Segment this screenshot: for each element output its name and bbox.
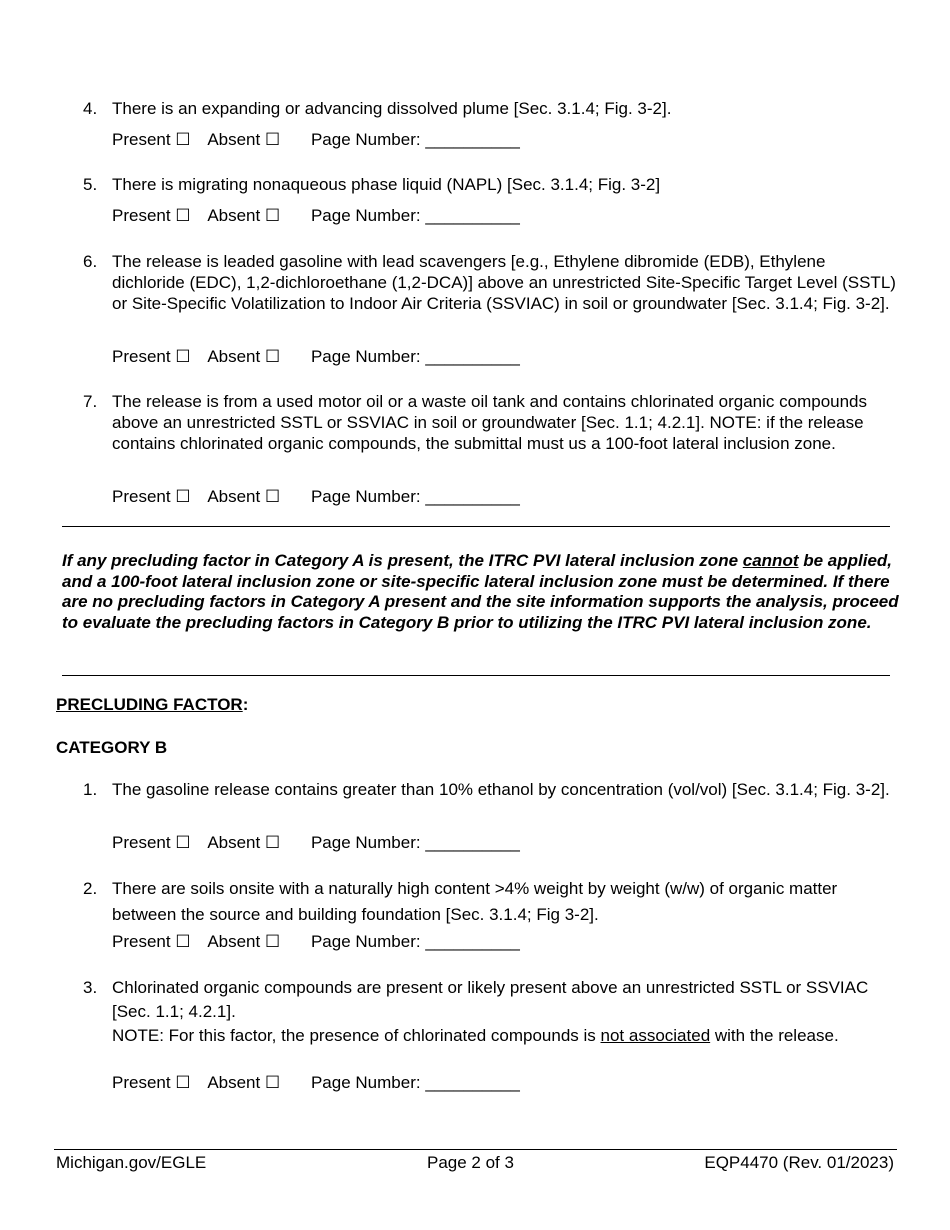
present-absent-row [112, 205, 520, 226]
item-note [112, 1024, 873, 1048]
category-b-heading: CATEGORY B [56, 738, 168, 757]
footer-divider [54, 1149, 897, 1150]
item-number: 2. [83, 879, 98, 898]
precluding-factor-title: PRECLUDING FACTOR [56, 695, 243, 714]
item-number: 4. [83, 99, 98, 118]
notice-underlined: cannot [742, 551, 799, 570]
present-absent-row [112, 129, 520, 150]
notice-text-2: be applied, and a 100-foot lateral inclusion zone or site-specific lateral inclusion zone must be determined. If there are no precluding factors in Category A present and the site information supports the analysis, proceed to evaluate the precluding factors in Category B prior to utilizing the ITRC PVI lateral inclusion zone. [62, 551, 899, 632]
absent-label: Absent [207, 130, 261, 149]
present-absent-row [112, 1072, 520, 1093]
present-absent-row [112, 486, 520, 507]
page-number-label: Page Number: [310, 130, 421, 149]
absent-label: Absent [207, 833, 261, 852]
item-number: 5. [83, 175, 98, 194]
present-label: Present [112, 1073, 171, 1092]
absent-checkbox[interactable]: ☐ [264, 833, 281, 852]
separator-line [62, 675, 890, 676]
note-suffix: with the release. [710, 1026, 839, 1045]
item-text: Chlorinated organic compounds are present or likely present above an unrestricted SSTL or SSVIAC [Sec. 1.1; 4.2.1]. [112, 978, 869, 1021]
absent-checkbox[interactable]: ☐ [264, 487, 281, 506]
item-text: The gasoline release contains greater than 10% ethanol by concentration (vol/vol) [Sec. 3.1.4; Fig. 3-2]. [112, 780, 890, 799]
absent-label: Absent [207, 932, 261, 951]
page-number-field[interactable]: __________ [425, 932, 520, 951]
note-underlined: not associated [600, 1026, 711, 1045]
absent-label: Absent [207, 347, 261, 366]
present-checkbox[interactable]: ☐ [175, 130, 191, 149]
page-number-label: Page Number: [310, 206, 421, 225]
precluding-factor-heading [56, 694, 248, 715]
note-prefix: NOTE: For this factor, the presence of chlorinated compounds is [112, 1026, 601, 1045]
absent-checkbox[interactable]: ☐ [264, 1073, 281, 1092]
category-b-item-2 [83, 876, 873, 928]
page-number-label: Page Number: [310, 833, 421, 852]
page-number-label: Page Number: [310, 1073, 421, 1092]
absent-label: Absent [207, 487, 261, 506]
category-a-item-5 [83, 174, 898, 195]
category-a-item-7 [83, 391, 873, 454]
category-a-notice [62, 551, 902, 633]
present-label: Present [112, 932, 171, 951]
present-label: Present [112, 347, 171, 366]
item-text: The release is leaded gasoline with lead scavengers [e.g., Ethylene dibromide (EDB), Ethylene dichloride (EDC), 1,2-dichloroethane (1,2-DCA)] above an unrestricted Site-Specific Target Level (SSTL) or Site-Specific Volatilization to Indoor Air Criteria (SSVIAC) in soil or groundwater [Sec. 3.1.4; Fig. 3-2]. [112, 252, 896, 313]
present-checkbox[interactable]: ☐ [175, 833, 191, 852]
category-b-item-1 [83, 777, 898, 803]
present-label: Present [112, 487, 171, 506]
present-absent-row [112, 832, 520, 853]
absent-checkbox[interactable]: ☐ [264, 130, 281, 149]
present-absent-row [112, 346, 520, 367]
page-number-label: Page Number: [310, 932, 421, 951]
page-number-field[interactable]: __________ [425, 1073, 520, 1092]
footer-form-id: EQP4470 (Rev. 01/2023) [704, 1153, 894, 1172]
item-text: The release is from a used motor oil or a waste oil tank and contains chlorinated organic compounds above an unrestricted SSTL or SSVIAC in soil or groundwater [Sec. 1.1; 4.2.1]. NOTE: if the release contains chlorinated organic compounds, the submittal must us a 100-foot lateral inclusion zone. [112, 392, 868, 453]
present-checkbox[interactable]: ☐ [175, 347, 191, 366]
item-text: There is migrating nonaqueous phase liquid (NAPL) [Sec. 3.1.4; Fig. 3-2] [112, 175, 661, 194]
category-a-item-4 [83, 98, 898, 119]
item-number: 7. [83, 392, 98, 411]
page-number-field[interactable]: __________ [425, 206, 520, 225]
present-checkbox[interactable]: ☐ [175, 206, 191, 225]
present-checkbox[interactable]: ☐ [175, 932, 191, 951]
item-text: There is an expanding or advancing dissolved plume [Sec. 3.1.4; Fig. 3-2]. [112, 99, 672, 118]
item-text: There are soils onsite with a naturally high content >4% weight by weight (w/w) of organic matter between the source and building foundation [Sec. 3.1.4; Fig 3-2]. [112, 879, 838, 924]
heading-colon: : [242, 695, 249, 714]
page-number-field[interactable]: __________ [425, 347, 520, 366]
present-label: Present [112, 206, 171, 225]
page-number-field[interactable]: __________ [425, 130, 520, 149]
item-number: 6. [83, 252, 98, 271]
absent-checkbox[interactable]: ☐ [264, 206, 281, 225]
footer-page-number: Page 2 of 3 [427, 1153, 514, 1172]
absent-checkbox[interactable]: ☐ [264, 347, 281, 366]
present-checkbox[interactable]: ☐ [175, 1073, 191, 1092]
item-number: 1. [83, 780, 98, 799]
present-absent-row [112, 931, 520, 952]
category-a-item-6 [83, 251, 898, 314]
page-number-field[interactable]: __________ [425, 833, 520, 852]
page-number-label: Page Number: [310, 487, 421, 506]
notice-text-1: If any precluding factor in Category A is present, the ITRC PVI lateral inclusion zone [62, 551, 743, 570]
footer-website: Michigan.gov/EGLE [56, 1153, 207, 1172]
item-number: 3. [83, 978, 98, 997]
present-checkbox[interactable]: ☐ [175, 487, 191, 506]
present-label: Present [112, 833, 171, 852]
absent-label: Absent [207, 1073, 261, 1092]
page-number-label: Page Number: [310, 347, 421, 366]
present-label: Present [112, 130, 171, 149]
page-number-field[interactable]: __________ [425, 487, 520, 506]
separator-line [62, 526, 890, 527]
category-b-item-3 [83, 976, 873, 1048]
absent-label: Absent [207, 206, 261, 225]
absent-checkbox[interactable]: ☐ [264, 932, 281, 951]
